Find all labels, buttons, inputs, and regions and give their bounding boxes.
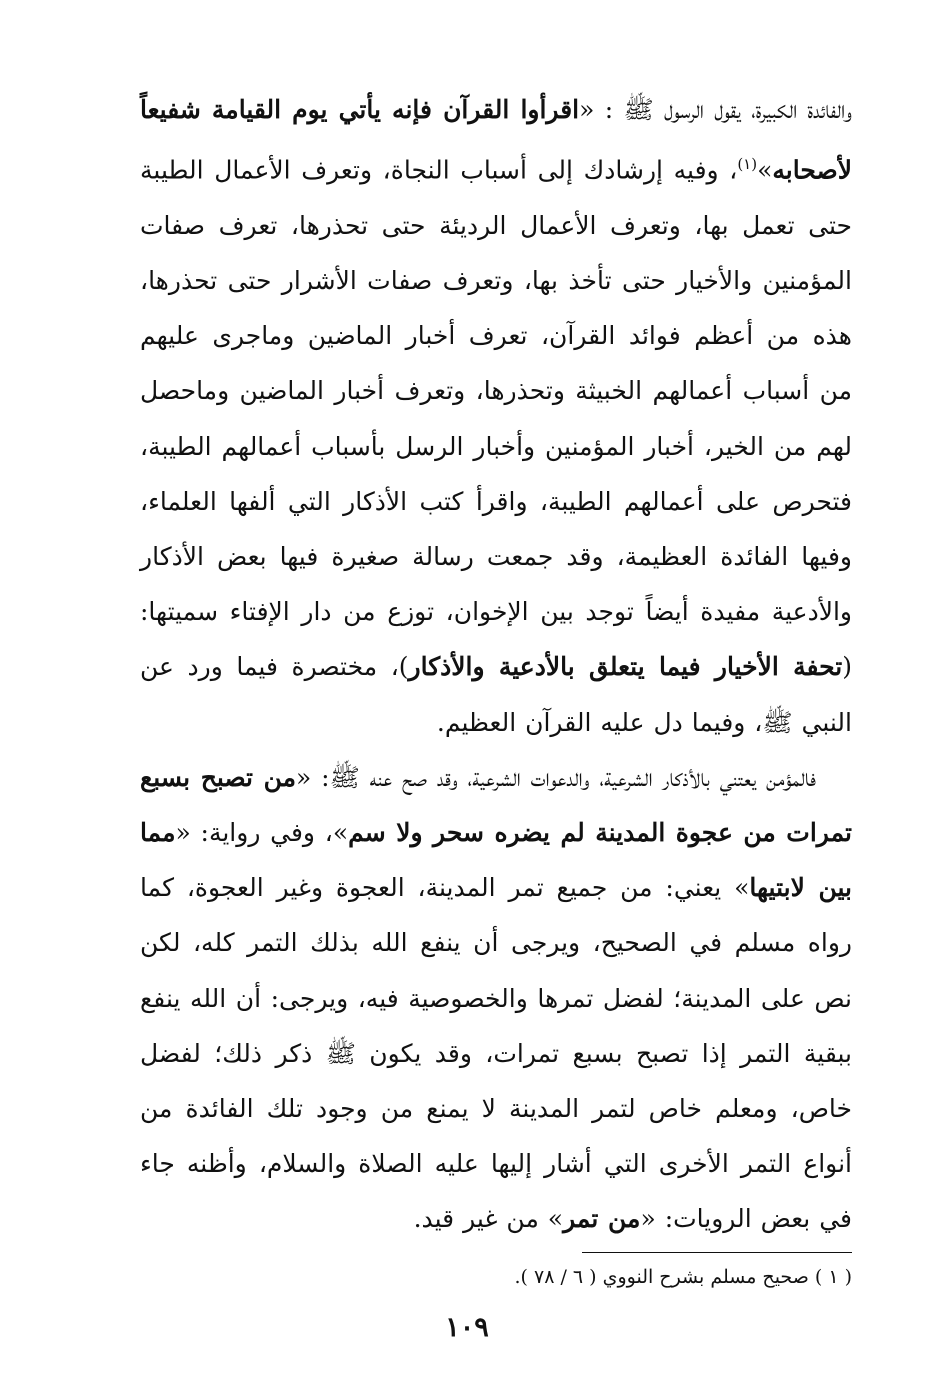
paragraph-1 [140,82,852,750]
footnote-divider [582,1252,852,1253]
paragraph-2-link: »، وفي رواية: « [175,817,349,847]
footnote-reference: (١) [737,155,758,174]
hadith-quote-ajwa-dates: من تصبح بسبع تمرات من عجوة المدينة لم يضره سحر ولا سم [140,762,852,847]
paragraph-2-body: » يعني: من جميع تمر المدينة، العجوة وغير العجوة، كما رواه مسلم في الصحيح، ويرجى أن ينفع الله بذلك التمر كله، لكن نص على المدينة؛ لفضل تمرها والخصوصية فيه، ويرجى: أن الله ينفع ببقية التمر إذا تصبح بسبع تمرات، وقد يكون ﷺ ذكر ذلك؛ لفضل خاص، ومعلم خاص لتمر المدينة لا يمنع من وجود تلك الفائدة من أنواع التمر الأخرى التي أشار إليها عليه الصلاة والسلام، وأظنه جاء في بعض الرويات: « [140,873,852,1234]
paragraph-1-end: )، مختصرة فيما ورد عن النبي ﷺ، وفيما دل عليه القرآن العظيم. [140,652,852,737]
hadith-quote-min-tamr: من تمر [563,1204,641,1234]
hadith-quote-quran-intercession: اقرأوا القرآن فإنه يأتي يوم القيامة شفيعاً لأصحابه [140,95,852,185]
hadith-quote-lababtayha: مما بين لابتيها [140,817,852,903]
page-number: ١٠٩ [445,1312,489,1343]
paragraph-1-body: ، وفيه إرشادك إلى أسباب النجاة، وتعرف الأعمال الطيبة حتى تعمل بها، وتعرف الأعمال الرديئة حتى تحذرها، تعرف صفات المؤمنين والأخيار حتى تأخذ بها، وتعرف صفات الأشرار حتى تحذرها، هذه من أعظم فوائد القرآن، تعرف أخبار الماضين وماجرى عليهم من أسباب أعمالهم الخبيثة وتحذرها، وتعرف أخبار الماضين وماحصل لهم من الخير، أخبار المؤمنين وأخبار الرسل بأسباب أعمالهم الطيبة، فتحرص على أعمالهم الطيبة، واقرأ كتب الأذكار التي ألفها العلماء، وفيها الفائدة العظيمة، وقد جمعت رسالة صغيرة فيها بعض الأذكار والأدعية مفيدة أيضاً توجد بين الإخوان، توزع من دار الإفتاء سميتها: ( [140,155,853,682]
footnote: ( ١ ) صحيح مسلم بشرح النووي ( ٦ / ٧٨ ). [514,1266,852,1288]
book-title: تحفة الأخيار فيما يتعلق بالأدعية والأذكار [408,652,843,682]
paragraph-2-end: » من غير قيد. [413,1204,564,1234]
paragraph-2-text: فالمؤمن يعتني بالأذكار الشرعية، والدعوات الشرعية، وقد صح عنه ﷺ: « [296,762,817,792]
main-text [140,82,852,1247]
quote-close: » [757,155,773,185]
paragraph-2 [140,750,852,1247]
paragraph-1-text: والفائدة الكبيرة، يقول الرسول ﷺ : « [579,95,852,124]
